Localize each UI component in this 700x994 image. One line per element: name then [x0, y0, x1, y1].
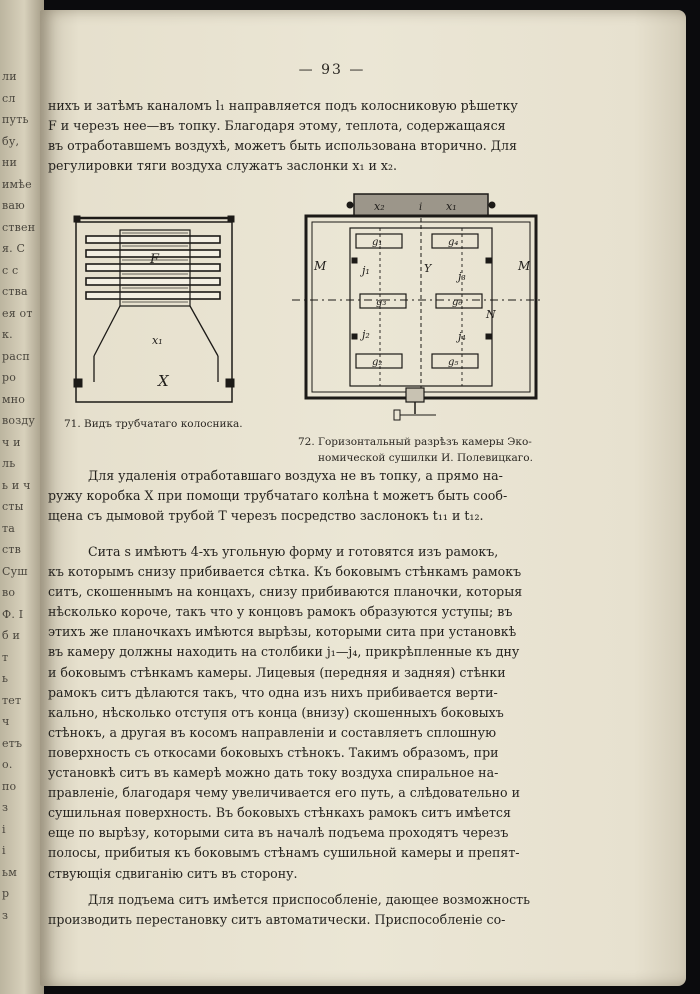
left-page-text-fragment: возду [2, 414, 36, 427]
page-number: — 93 — [298, 62, 366, 78]
left-page-text-fragment: сл [2, 91, 16, 105]
text-line: щена съ дымовой трубой T черезъ посредство заслонокъ t₁₁ и t₁₂. [48, 508, 484, 524]
left-page-text-fragment: ствен [2, 220, 36, 234]
figure-72-label-m-right: M [518, 259, 531, 273]
text-line: F и черезъ нее—въ топку. Благодаря этому, теплота, содержащаяся [48, 118, 506, 134]
left-page-text-fragment: і [2, 844, 6, 857]
paragraph-1 [48, 96, 548, 176]
left-page-text-fragment: по [2, 779, 17, 793]
text-line: нихъ и затѣмъ каналомъ l₁ направляется подъ колосниковую рѣшетку [48, 98, 518, 113]
left-page-text-fragment: о. [2, 758, 13, 771]
text-line: и боковымъ стѣнкамъ камеры. Лицевыя (передняя и задняя) стѣнки [48, 664, 506, 680]
left-page-text-fragment: во [2, 586, 16, 599]
left-page-text-fragment: Суш [2, 564, 28, 578]
figure-72-label-g6: g₆ [452, 297, 463, 308]
left-page-text-fragment: ч [2, 715, 10, 728]
figure-71-label-x: X [158, 372, 169, 390]
book-page [40, 10, 686, 986]
figure-71 [54, 206, 264, 436]
text-line: поверхность съ откосами боковыхъ стѣнокъ. Такимъ образомъ, при [48, 744, 499, 760]
left-page-text-fragment: т [2, 650, 9, 664]
figure-71-label-f: F [150, 252, 160, 267]
left-page-edge [0, 0, 44, 994]
figure-72-caption-line-1: 72. Горизонтальный разрѣзъ камеры Эко- [298, 436, 532, 448]
text-line: установкѣ ситъ въ камерѣ можно дать току воздуха спиральное на- [48, 765, 499, 781]
text-line: къ которымъ снизу прибивается сѣтка. Къ боковымъ стѣнкамъ рамокъ [48, 564, 522, 580]
figure-72-label-j2: j₂ [362, 328, 370, 341]
text-line: рамокъ ситъ дѣлаются такъ, что одна изъ нихъ прибивается верти- [48, 684, 498, 700]
figure-72-label-y: Y [424, 262, 432, 275]
left-page-text-fragment: ваю [2, 199, 25, 212]
text-line: Для удаленія отработавшаго воздуха не въ топку, а прямо на- [88, 468, 503, 483]
left-page-text-fragment: к. [2, 328, 13, 341]
text-line: Для подъема ситъ имѣется приспособленіе, дающее возможность [88, 892, 530, 907]
text-line: въ отработавшемъ воздухѣ, можетъ быть использована вторично. Для [48, 138, 517, 154]
figure-72-label-j1: j₁ [362, 264, 370, 277]
left-page-text-fragment: ь [2, 672, 9, 685]
left-page-text-fragment: ств [2, 543, 22, 556]
figure-72-label-g2: g₂ [372, 357, 383, 368]
figure-72-caption-line-2: номической сушилки И. Полевицкаго. [318, 452, 533, 464]
left-page-text-fragment: з [2, 801, 9, 814]
left-page-text-fragment: б и [2, 629, 21, 642]
left-page-text-fragment: ства [2, 285, 28, 298]
left-page-text-fragment: Ф. І [2, 607, 24, 621]
left-page-text-fragment: і [2, 822, 6, 836]
paragraph-2 [48, 466, 548, 526]
left-page-text-fragment: расп [2, 349, 30, 363]
left-page-text-fragment: мно [2, 392, 26, 406]
left-page-text-fragment: ро [2, 371, 17, 384]
text-line: этихъ же планочкахъ имѣются вырѣзы, которыми сита при установкѣ [48, 624, 517, 640]
left-page-text-fragment: етъ [2, 736, 23, 750]
left-page-text-fragment: з [2, 908, 9, 922]
left-page-text-fragment: ль [2, 457, 16, 470]
figure-72-label-g4: g₄ [448, 237, 459, 248]
text-line: ружу коробка X при помощи трубчатаго колѣна t можетъ быть сооб- [48, 488, 508, 504]
paragraph-3 [48, 542, 548, 884]
figure-72-label-g5: g₅ [448, 357, 459, 368]
figure-72 [286, 188, 556, 464]
figure-72-label-n: N [486, 308, 496, 321]
left-page-text-fragment: ч и [2, 435, 21, 449]
text-line: Сита s имѣютъ 4-хъ угольную форму и готовятся изъ рамокъ, [88, 544, 499, 559]
figure-72-label-j3: j₃ [458, 270, 466, 283]
left-page-text-fragment: путь [2, 113, 29, 126]
figure-72-label-m-left: M [314, 259, 327, 273]
paragraph-4 [48, 890, 548, 930]
left-page-text-fragment: та [2, 521, 16, 535]
figure-72-drawing [286, 188, 546, 428]
left-page-text-fragment: ни [2, 156, 18, 169]
figure-72-label-x1: x₁ [446, 200, 457, 213]
left-page-text-fragment: с с [2, 263, 19, 277]
text-line: нѣсколько короче, такъ что у концовъ рамокъ образуются уступы; въ [48, 604, 513, 620]
text-line: стѣнокъ, а другая въ косомъ направленіи и составляетъ сплошную [48, 724, 497, 740]
figure-71-label-x1: x₁ [152, 334, 163, 347]
figure-72-label-g1: g₁ [372, 237, 383, 248]
text-line: ситъ, скошеннымъ на концахъ, снизу прибиваются планочки, которыя [48, 584, 523, 600]
left-page-text-fragment: тет [2, 693, 22, 707]
text-line: ствующія сдвиганію ситъ въ сторону. [48, 865, 298, 881]
text-line: производить перестановку ситъ автоматически. Приспособленіе со- [48, 912, 506, 928]
figure-72-label-i: i [419, 202, 423, 213]
text-line: сушильная поверхность. Въ боковыхъ стѣнкахъ рамокъ ситъ имѣется [48, 805, 511, 821]
text-line: полосы, прибитыя къ боковымъ стѣнамъ сушильной камеры и препят- [48, 845, 520, 861]
text-line: кально, нѣсколько отступя отъ конца (внизу) скошенныхъ боковыхъ [48, 704, 504, 720]
text-line: правленіе, благодаря чему увеличивается его путь, а слѣдовательно и [48, 785, 521, 801]
figure-71-drawing [54, 206, 264, 406]
text-line: регулировки тяги воздуха служатъ заслонки x₁ и x₂. [48, 158, 398, 174]
figure-72-label-g3: g₃ [376, 297, 387, 308]
left-page-text-fragment: ьм [2, 865, 17, 879]
text-line: еще по вырѣзу, которыми сита въ началѣ подъема проходятъ черезъ [48, 825, 509, 841]
left-page-text-fragment: ли [2, 70, 17, 83]
left-page-text-fragment: р [2, 887, 10, 900]
figure-72-label-j4: j₄ [458, 330, 466, 343]
left-page-text-fragment: имѣе [2, 177, 32, 191]
left-page-text-fragment: я. С [2, 242, 26, 255]
left-page-text-fragment: бу, [2, 134, 20, 148]
left-page-text-fragment: сты [2, 500, 24, 513]
left-page-text-fragment: ь и ч [2, 478, 31, 492]
left-page-text-fragment: ея от [2, 306, 33, 320]
text-line: въ камеру должны находить на столбики j₁—j₄, прикрѣпленные къ дну [48, 644, 520, 660]
figure-72-label-x2: x₂ [374, 200, 385, 213]
figure-71-caption: 71. Видъ трубчатаго колосника. [64, 418, 243, 430]
